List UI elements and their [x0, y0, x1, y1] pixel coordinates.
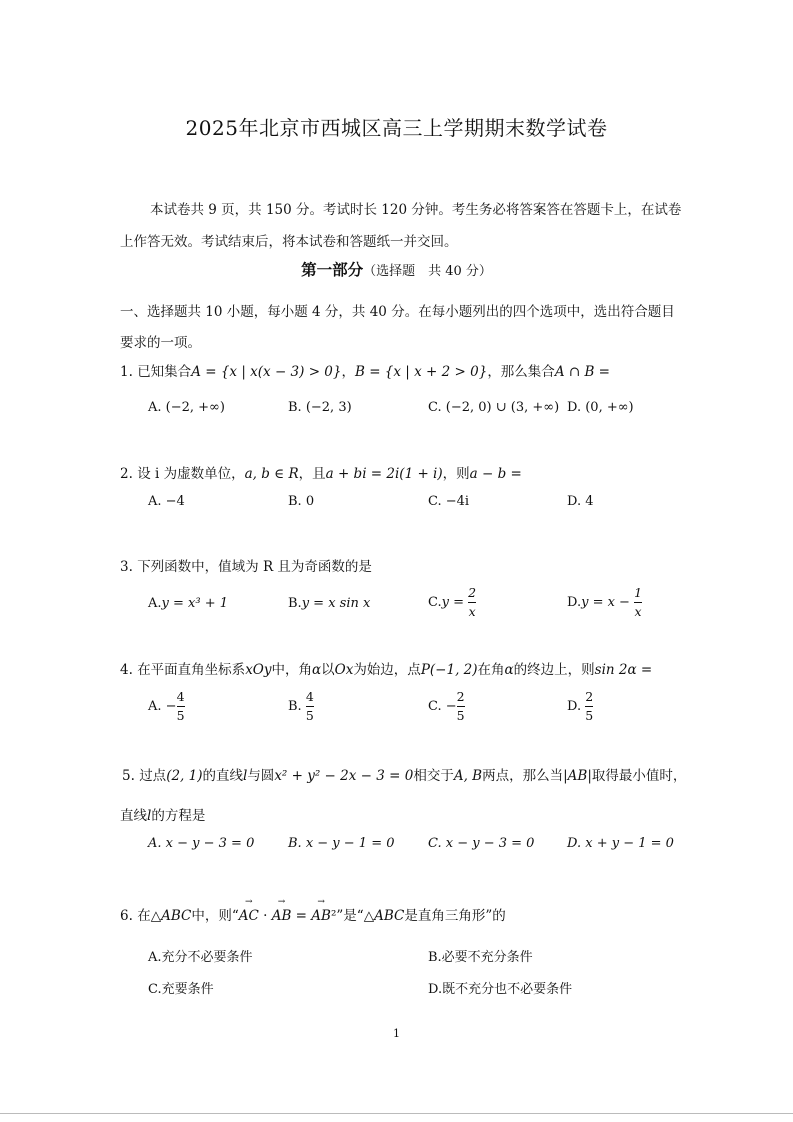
stem-text: 在平面直角坐标系 [137, 662, 246, 678]
math-expression: y = x³ + 1 [161, 596, 229, 611]
sign: − [445, 699, 457, 715]
question-1-option-c: C. (−2, 0) ∪ (3, +∞) [428, 400, 560, 415]
dot-operator: · [258, 908, 272, 924]
question-3-option-b [288, 596, 370, 611]
stem-text: 直线 [120, 808, 147, 824]
question-1-stem [120, 360, 610, 380]
part-subtitle: （选择题 共 40 分） [363, 264, 492, 279]
vector-ab-squared: → AB [311, 908, 331, 924]
question-2-option-d: D. 4 [567, 494, 594, 509]
question-number: 3. [120, 559, 133, 575]
math-expression: △ABC [363, 908, 405, 924]
stem-text: 相交于 [413, 768, 454, 784]
question-6-option-a: A.充分不必要条件 [148, 950, 253, 965]
math-expression: A, B [453, 768, 483, 784]
math-expression: |AB| [563, 768, 592, 784]
fraction [306, 688, 314, 725]
fraction [585, 688, 593, 725]
question-3-option-c [428, 584, 476, 621]
numerator: 4 [306, 688, 314, 707]
page-bottom-divider [0, 1113, 793, 1114]
stem-text: 与圆 [247, 768, 275, 784]
question-5-option-a: A. x − y − 3 = 0 [148, 836, 255, 851]
math-expression: y = x sin x [301, 596, 371, 611]
numerator: 2 [585, 688, 593, 707]
math-expression: Ox [334, 662, 354, 678]
denominator: x [634, 604, 642, 620]
vector-ab: → AB [272, 908, 292, 924]
stem-text: 中，角 [271, 662, 312, 678]
math-expression: y = [441, 595, 469, 611]
math-expression: x² + y² − 2x − 3 = 0 [274, 768, 414, 784]
denominator: 5 [176, 708, 185, 724]
part-heading [0, 258, 793, 280]
fraction [634, 584, 642, 621]
option-label: C. [428, 699, 442, 715]
stem-text: ，且 [298, 466, 326, 482]
denominator: x [468, 604, 476, 620]
stem-text: 在 [137, 908, 151, 924]
question-3-option-a [148, 596, 228, 611]
question-5-stem-line-2 [120, 804, 205, 824]
math-expression: △ABC [150, 908, 192, 924]
question-number: 1. [120, 364, 133, 380]
stem-text: 过点 [139, 768, 167, 784]
numerator: 2 [468, 584, 476, 603]
intro-line-2: 上作答无效。考试结束后，将本试卷和答题纸一并交回。 [120, 234, 458, 250]
question-2-option-a: A. −4 [148, 494, 185, 509]
option-label: B. [288, 596, 302, 611]
exponent: ² [330, 908, 337, 924]
option-label: C. [428, 595, 442, 611]
question-1-option-a: A. (−2, +∞) [148, 400, 225, 415]
stem-text: ”是“ [336, 908, 364, 924]
math-expression: sin 2α = [594, 662, 653, 678]
set-a: A = {x | x(x − 3) > 0} [191, 364, 342, 380]
set-b: B = {x | x + 2 > 0} [354, 364, 488, 380]
numerator: 4 [177, 688, 185, 707]
stem-text: 下列函数中，值域为 R 且为奇函数的是 [137, 559, 372, 575]
vector-ac: → AC [239, 908, 259, 924]
question-number: 2. [120, 466, 133, 482]
option-label: A. [148, 699, 162, 715]
question-number: 5. [122, 768, 135, 784]
question-1-option-d: D. (0, +∞) [567, 400, 634, 415]
denominator: 5 [456, 708, 465, 724]
stem-text: 以 [321, 662, 335, 678]
option-label: D. [567, 699, 582, 715]
intro-line-1: 本试卷共 9 页，共 150 分。考试时长 120 分钟。考生务必将答案答在答题卡上，在试卷 [150, 202, 682, 218]
fraction [457, 688, 465, 725]
denominator: 5 [585, 708, 594, 724]
math-expression: α [312, 662, 322, 678]
math-expression: P(−1, 2) [420, 662, 478, 678]
stem-text: 已知集合 [137, 364, 192, 380]
question-4-option-b [288, 688, 314, 725]
page-number: 1 [393, 1027, 400, 1040]
math-expression: l [147, 808, 152, 824]
stem-text: 为始边，点 [353, 662, 421, 678]
question-2-option-c: C. −4i [428, 494, 470, 509]
denominator: 5 [305, 708, 314, 724]
option-label: B. [288, 699, 302, 715]
stem-text: ，则 [442, 466, 470, 482]
question-2-option-b: B. 0 [288, 494, 315, 509]
part-label: 第一部分 [301, 260, 364, 279]
math-expression: a, b ∈ R [244, 466, 299, 482]
question-3-option-d [567, 584, 642, 621]
fraction [468, 584, 476, 621]
question-6-option-c: C.充要条件 [148, 982, 214, 997]
question-4-option-d [567, 688, 593, 725]
question-number: 4. [120, 662, 133, 678]
stem-text: 中，则“ [191, 908, 239, 924]
question-5-option-d: D. x + y − 1 = 0 [567, 836, 674, 851]
math-expression: (2, 1) [166, 768, 203, 784]
stem-text: 的直线 [202, 768, 243, 784]
stem-text: 的方程是 [151, 808, 206, 824]
math-expression: α [504, 662, 514, 678]
option-label: D. [567, 595, 582, 611]
question-6-option-b: B.必要不充分条件 [428, 950, 533, 965]
math-expression: a − b = [469, 466, 522, 482]
question-5-stem [122, 764, 686, 784]
stem-text: 在角 [477, 662, 505, 678]
math-expression: y = x − [581, 595, 635, 611]
question-4-stem [120, 658, 652, 678]
option-label: A. [148, 596, 162, 611]
question-6-stem [120, 904, 506, 924]
question-3-stem [120, 555, 372, 575]
numerator: 2 [457, 688, 465, 707]
stem-text: 设 i 为虚数单位， [137, 466, 245, 482]
fraction [177, 688, 185, 725]
question-4-option-c [428, 688, 465, 725]
stem-text: 两点，那么当 [482, 768, 564, 784]
question-6-option-d: D.既不充分也不必要条件 [428, 982, 573, 997]
section-instruction-2: 要求的一项。 [120, 335, 201, 351]
stem-text: 的终边上，则 [513, 662, 595, 678]
math-expression: a + bi = 2i(1 + i) [325, 466, 443, 482]
stem-text: ，那么集合 [487, 364, 555, 380]
sign: − [165, 699, 177, 715]
section-instruction-1: 一、选择题共 10 小题，每小题 4 分，共 40 分。在每小题列出的四个选项中，选出符合题目 [120, 304, 675, 320]
equals-operator: = [291, 908, 312, 924]
stem-text: ， [341, 364, 355, 380]
question-5-option-c: C. x − y − 3 = 0 [428, 836, 535, 851]
stem-text: 取得最小值时， [591, 768, 687, 784]
question-2-stem [120, 462, 522, 482]
math-expression: A ∩ B = [554, 364, 610, 380]
numerator: 1 [634, 584, 642, 603]
question-5-option-b: B. x − y − 1 = 0 [288, 836, 395, 851]
exam-title: 2025年北京市西城区高三上学期期末数学试卷 [185, 116, 608, 140]
stem-text: 是直角三角形”的 [404, 908, 506, 924]
question-1-option-b: B. (−2, 3) [288, 400, 352, 415]
question-number: 6. [120, 908, 133, 924]
math-expression: l [242, 768, 248, 784]
question-4-option-a [148, 688, 185, 725]
math-expression: xOy [245, 662, 272, 678]
